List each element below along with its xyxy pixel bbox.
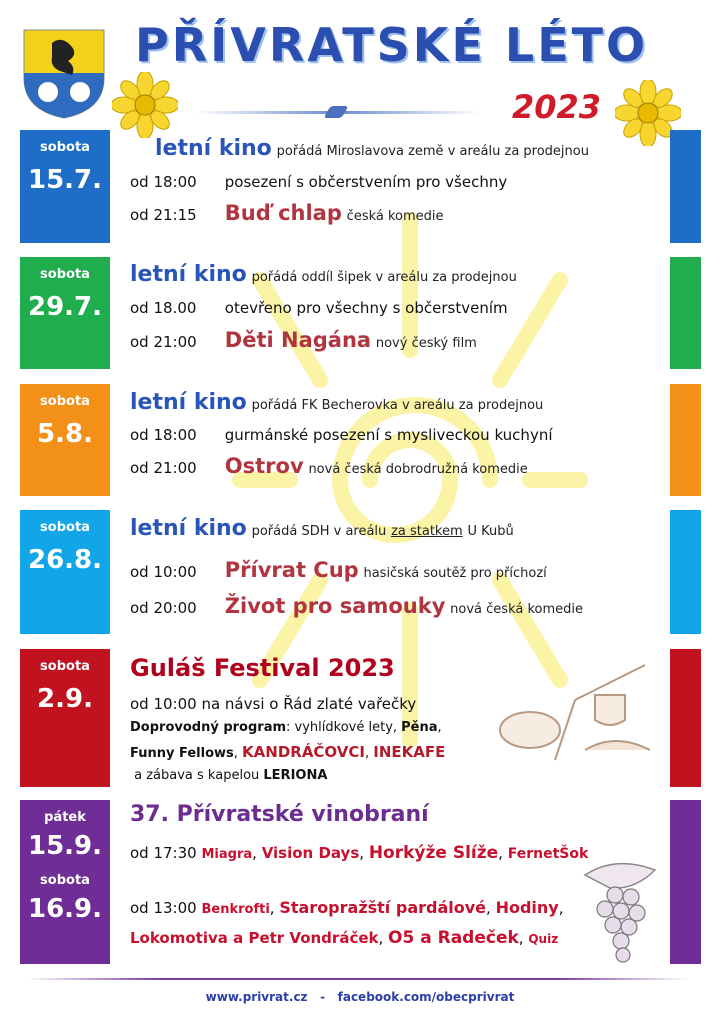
event-line — [130, 426, 553, 444]
performer: KANDRÁČOVCI — [242, 743, 365, 761]
event-type: letní kino — [155, 136, 272, 161]
film-title: Buď chlap — [224, 201, 342, 225]
weekday-label: sobota — [40, 659, 90, 674]
grapes-illustration — [575, 855, 665, 965]
footer — [0, 990, 720, 1004]
performer: Miagra — [201, 847, 253, 862]
performer: Pěna — [401, 720, 438, 735]
time-label: od 10:00 — [130, 563, 197, 581]
event-description: hasičská soutěž pro příchozí — [363, 566, 547, 581]
color-bar — [670, 384, 701, 496]
time-label: od 20:00 — [130, 599, 197, 617]
event-text: otevřeno pro všechny s občerstvením — [224, 299, 508, 317]
festival-title: Guláš Festival 2023 — [130, 654, 395, 682]
page-title: PŘÍVRATSKÉ LÉTO — [135, 18, 649, 72]
weekday-label: pátek — [44, 810, 86, 825]
date-label: 2.9. — [37, 684, 93, 714]
event-organizer: pořádá SDH v areálu — [251, 524, 387, 539]
weekday-label: sobota — [40, 520, 90, 535]
time-label: od 18.00 — [130, 299, 197, 317]
performer: Horkýže Slíže — [368, 843, 499, 863]
performer: INEKAFE — [373, 743, 446, 761]
date-box — [20, 800, 110, 964]
date-label: 16.9. — [27, 894, 103, 924]
time-label: od 17:30 — [130, 844, 197, 862]
footer-divider — [25, 978, 690, 980]
event-line — [130, 328, 477, 352]
date-label: 15.7. — [27, 165, 103, 195]
date-box — [20, 510, 110, 634]
performer: Hodiny — [495, 898, 559, 917]
date-box — [20, 257, 110, 369]
time-label: od 13:00 — [130, 899, 197, 917]
sunflower-icon — [112, 72, 178, 138]
weekday-label: sobota — [40, 140, 90, 155]
event-organizer: pořádá FK Becherovka v areálu za prodejnou — [251, 398, 544, 413]
event-organizer: pořádá Miroslavova země v areálu za prodejnou — [276, 144, 589, 159]
performer: Staropražští pardálové — [279, 898, 487, 917]
performer: Funny Fellows — [130, 746, 234, 761]
event-line — [130, 173, 507, 191]
film-description: česká komedie — [346, 209, 444, 224]
color-bar — [670, 130, 701, 243]
film-title: Děti Nagána — [224, 328, 372, 352]
event-header — [130, 516, 514, 541]
date-label: 5.8. — [37, 419, 93, 449]
festival-performers: Funny Fellows, KANDRÁČOVCI, INEKAFE — [130, 743, 446, 761]
saturday-line: od 13:00 Benkrofti, Staropražští pardálové, Hodiny, — [130, 898, 564, 917]
goulash-pot-illustration — [495, 660, 655, 765]
time-label: od 21:00 — [130, 459, 197, 477]
performer: O5 a Radeček — [388, 928, 519, 948]
weekday-label: sobota — [40, 394, 90, 409]
time-label: od 21:15 — [130, 206, 197, 224]
event-type: letní kino — [130, 390, 247, 415]
event-location-suffix: U Kubů — [467, 524, 514, 539]
event-text: posezení s občerstvením pro všechny — [224, 173, 508, 191]
festival-band — [130, 768, 327, 783]
time-label: od 18:00 — [130, 426, 197, 444]
date-label: 26.8. — [27, 545, 103, 575]
event-header — [155, 136, 589, 161]
title-divider-ornament — [324, 106, 349, 118]
coat-of-arms — [22, 28, 106, 120]
facebook-link[interactable]: facebook.com/obecprivrat — [337, 990, 515, 1004]
event-line — [130, 558, 547, 582]
footer-separator: - — [320, 990, 326, 1004]
event-line — [130, 594, 583, 618]
performer: Lokomotiva a Petr Vondráček — [130, 929, 379, 947]
event-line — [130, 201, 444, 225]
weekday-label: sobota — [40, 873, 90, 888]
event-title: Přívrat Cup — [224, 558, 359, 582]
color-bar — [670, 510, 701, 634]
film-title: Život pro samouky — [224, 594, 446, 618]
program-label: Doprovodný program — [130, 720, 287, 735]
saturday-line: Lokomotiva a Petr Vondráček, O5 a Radeček, Quiz — [130, 928, 559, 948]
program-text: : vyhlídkové lety, — [286, 720, 402, 735]
performer: FernetŠok — [507, 846, 589, 862]
band-text: a zábava s kapelou — [130, 768, 264, 783]
event-type: letní kino — [130, 516, 247, 541]
film-description: nová česká komedie — [450, 602, 584, 617]
year-badge: 2023 — [512, 88, 602, 126]
event-line — [130, 299, 508, 317]
event-text: gurmánské posezení s mysliveckou kuchyní — [224, 426, 553, 444]
event-organizer: pořádá oddíl šipek v areálu za prodejnou — [251, 270, 517, 285]
website-link[interactable]: www.privrat.cz — [205, 990, 308, 1004]
event-header — [130, 390, 543, 415]
time-label: od 18:00 — [130, 173, 197, 191]
performer: Quiz — [528, 932, 559, 946]
film-title: Ostrov — [224, 454, 304, 478]
event-location: za statkem — [391, 524, 463, 539]
event-header — [130, 262, 517, 287]
date-label: 29.7. — [27, 292, 103, 322]
color-bar — [670, 800, 701, 964]
performer: LERIONA — [263, 768, 328, 783]
time-label: od 21:00 — [130, 333, 197, 351]
performer: Vision Days — [261, 844, 360, 862]
performer: Benkrofti — [201, 902, 270, 917]
date-box — [20, 130, 110, 243]
weekday-label: sobota — [40, 267, 90, 282]
date-box — [20, 384, 110, 496]
event-type: letní kino — [130, 262, 247, 287]
color-bar — [670, 257, 701, 369]
event-line — [130, 454, 528, 478]
festival-line: od 10:00 na návsi o Řád zlaté vařečky — [130, 695, 417, 713]
film-description: nový český film — [375, 336, 477, 351]
color-bar — [670, 649, 701, 787]
date-box — [20, 649, 110, 787]
friday-line: od 17:30 Miagra, Vision Days, Horkýže Slíže, FernetŠok — [130, 843, 589, 863]
festival-program: Doprovodný program: vyhlídkové lety, Pěna, — [130, 720, 442, 735]
date-label: 15.9. — [27, 831, 103, 861]
film-description: nová česká dobrodružná komedie — [308, 462, 528, 477]
vinobrani-title: 37. Přívratské vinobraní — [130, 802, 429, 827]
